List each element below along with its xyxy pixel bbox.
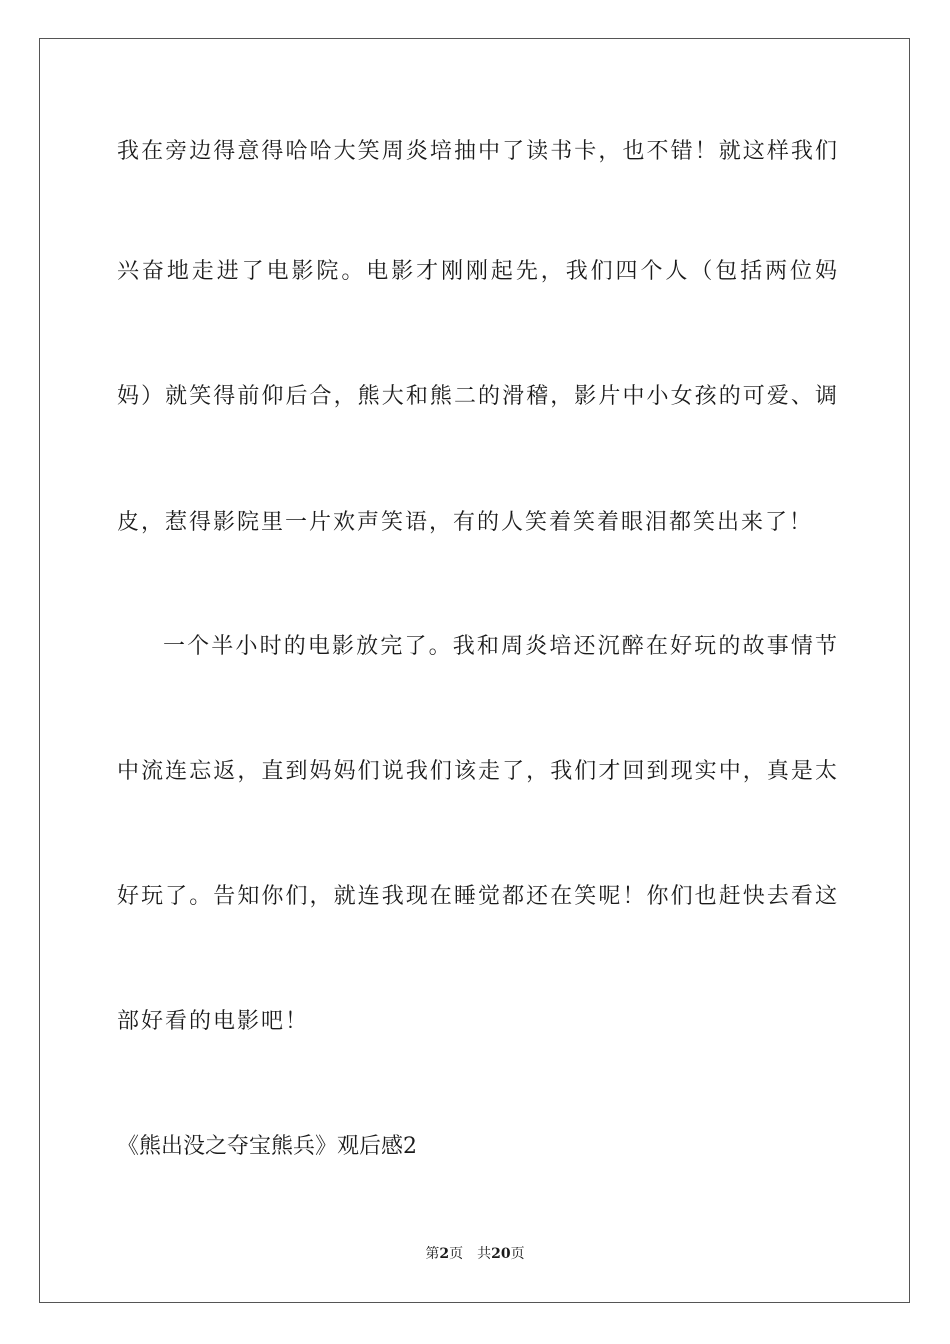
paragraph-line-8: 部好看的电影吧！	[117, 1009, 310, 1034]
page-border	[39, 38, 910, 1303]
footer-page-number: 2	[439, 1246, 450, 1262]
paragraph-line-7: 好玩了。告知你们，就连我现在睡觉都还在笑呢！你们也赶快去看这	[117, 884, 837, 909]
section-heading: 《熊出没之夺宝熊兵》观后感2	[117, 1134, 417, 1159]
footer-page-prefix: 第	[425, 1246, 440, 1262]
footer-page-suffix: 页	[449, 1246, 464, 1262]
footer-total-suffix: 页	[510, 1246, 525, 1262]
paragraph-line-2: 兴奋地走进了电影院。电影才刚刚起先，我们四个人（包括两位妈	[117, 259, 837, 284]
paragraph-line-5: 一个半小时的电影放完了。我和周炎培还沉醉在好玩的故事情节	[163, 634, 837, 659]
page-footer	[0, 1244, 950, 1264]
footer-total-number: 20	[491, 1246, 511, 1262]
paragraph-line-3: 妈）就笑得前仰后合，熊大和熊二的滑稽，影片中小女孩的可爱、调	[117, 384, 837, 409]
paragraph-line-1: 我在旁边得意得哈哈大笑周炎培抽中了读书卡，也不错！就这样我们	[117, 139, 837, 164]
footer-total-prefix: 共	[477, 1246, 492, 1262]
paragraph-line-6: 中流连忘返，直到妈妈们说我们该走了，我们才回到现实中，真是太	[117, 759, 837, 784]
paragraph-line-4: 皮，惹得影院里一片欢声笑语，有的人笑着笑着眼泪都笑出来了！	[117, 510, 814, 535]
